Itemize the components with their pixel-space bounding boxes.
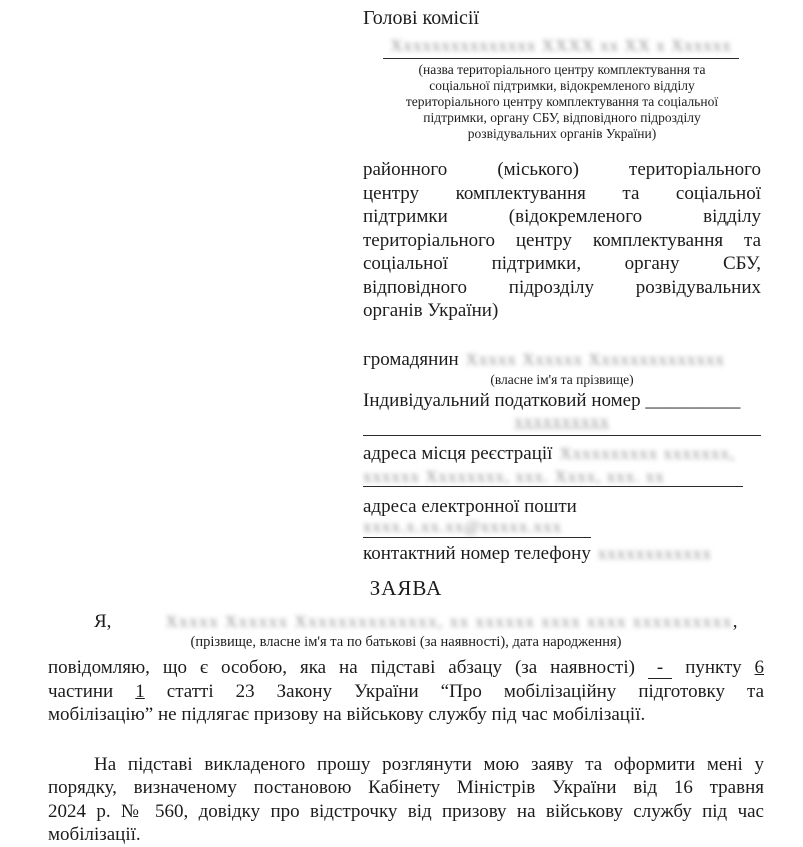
- org-hint: [363, 62, 761, 142]
- statement-paragraph-1: [48, 656, 764, 727]
- underlined-part-number: 1: [135, 680, 145, 702]
- text-line: територіального центру комплектування та: [363, 229, 761, 251]
- text-segment: пункту: [685, 657, 742, 678]
- phone-label: контактний номер телефону: [363, 542, 591, 564]
- addressee-block: [363, 6, 761, 565]
- tax-number-field: [363, 412, 761, 436]
- phone-row: [363, 542, 761, 565]
- text-line: [48, 680, 764, 704]
- text-line: 2024 р. № 560, довідку про відстрочку від призову на військову службу під час: [48, 800, 764, 822]
- intro-line: [48, 610, 764, 633]
- text-line: підтримки, органу СБУ, відповідного підрозділу: [423, 110, 701, 125]
- intro-hint: (прізвище, власне ім'я та по батькові (за наявності), дата народження): [190, 634, 622, 650]
- text-line: підтримки (відокремленого відділу: [363, 206, 761, 227]
- text-segment: повідомляю, що є особою, яка на підставі абзацу (за наявності): [48, 657, 635, 678]
- text-line: соціальної підтримки, відокремленого відділу: [429, 78, 695, 93]
- text-line: органів України): [363, 300, 499, 321]
- text-line: мобілізації.: [48, 824, 141, 845]
- text-line: [48, 656, 764, 680]
- text-line: територіального центру комплектування та соціальної: [405, 94, 719, 109]
- text-line: соціальної підтримки, органу СБУ,: [363, 253, 761, 274]
- address-redacted-line1: Xxxxxxxxxx xxxxxxx,: [559, 443, 736, 463]
- text-segment: частини: [48, 680, 114, 702]
- underlined-dash-field: -: [648, 657, 672, 679]
- text-line: (назва територіального центру комплектування та: [418, 62, 706, 77]
- org-name-redacted: Xxxxxxxxxxxxxxx XXXX xx XX x Xxxxxx: [390, 36, 732, 55]
- tax-number-blank: __________: [645, 389, 741, 411]
- addressee-title: Голові комісії: [363, 7, 480, 29]
- phone-redacted: xxxxxxxxxxxx: [597, 543, 712, 563]
- intro-comma: ,: [732, 611, 738, 632]
- email-redacted: xxxx.x.xx.xx@xxxxx.xxx: [363, 516, 563, 536]
- text-line: центру комплектування та соціальної: [363, 182, 761, 204]
- address-redacted-line2: xxxxxx Xxxxxxxx, xxx. Xxxx, xxx. xx: [363, 466, 665, 486]
- email-field: [363, 517, 591, 538]
- tax-number-label: Індивідуальний податковий номер: [363, 389, 641, 411]
- text-segment: статті 23 Закону України “Про мобілізаційну підготовку та: [166, 680, 764, 702]
- underlined-point-number: 6: [754, 657, 765, 678]
- statement-title: ЗАЯВА: [369, 576, 443, 600]
- email-label: адреса електронної пошти: [363, 495, 577, 517]
- statement-block: [48, 570, 764, 847]
- text-line: На підставі викладеного прошу розглянути мою заяву та оформити мені у: [94, 753, 764, 775]
- intro-redacted: Xxxxx Xxxxxx Xxxxxxxxxxxxxx, xx xxxxxx xxxx xxxx xxxxxxxxxx: [165, 612, 733, 631]
- text-line: мобілізацію” не підлягає призову на військову службу під час мобілізації.: [48, 704, 646, 725]
- registration-address-row: [363, 442, 761, 465]
- citizen-row: [363, 348, 761, 371]
- registration-address-field: [363, 467, 743, 487]
- org-name-field: [383, 36, 739, 59]
- citizen-name-redacted: Xxxxx Xxxxxx Xxxxxxxxxxxxxx: [465, 349, 726, 369]
- registration-address-label: адреса місця реєстрації: [363, 442, 553, 464]
- tax-number-redacted: xxxxxxxxxx: [514, 411, 610, 431]
- intro-label: Я,: [94, 611, 112, 632]
- tax-number-row: [363, 389, 761, 412]
- text-line: відповідного підрозділу розвідувальних: [363, 276, 761, 298]
- org-description: [363, 158, 761, 323]
- statement-paragraph-2: [48, 753, 764, 847]
- text-line: порядку, визначеному постановою Кабінету Міністрів України від 16 травня: [48, 777, 764, 798]
- name-hint: (власне ім'я та прізвище): [490, 371, 634, 387]
- text-line: розвідувальних органів України): [467, 126, 657, 141]
- text-line: районного (міського) територіального: [363, 159, 761, 180]
- citizen-label: громадянин: [363, 348, 459, 370]
